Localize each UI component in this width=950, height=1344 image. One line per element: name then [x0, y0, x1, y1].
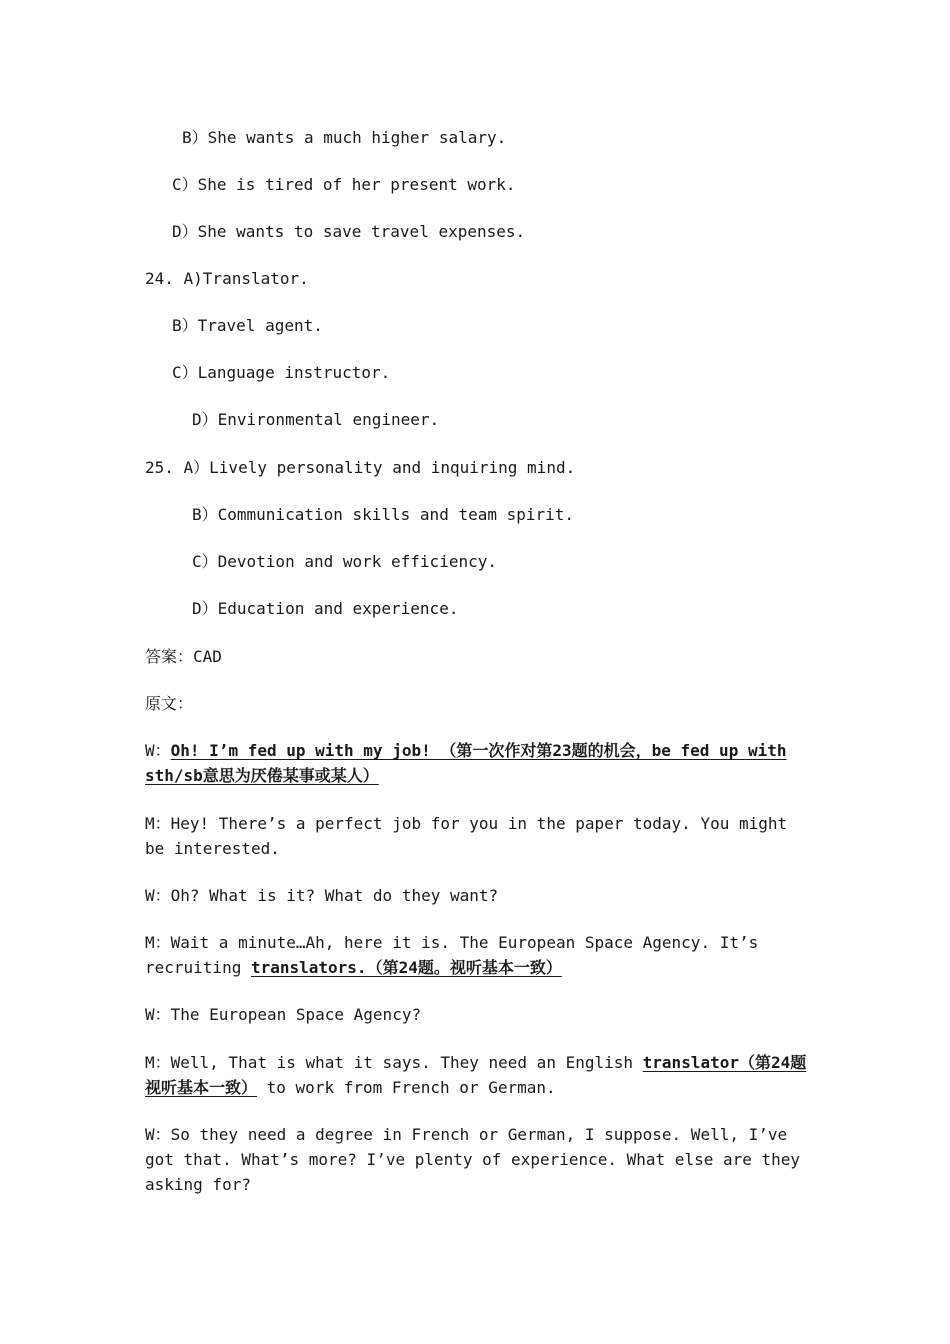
- q25-option-c: C）Devotion and work efficiency.: [192, 552, 497, 571]
- transcript-p6: [145, 1050, 815, 1100]
- q24-option-b: B）Travel agent.: [172, 316, 323, 335]
- q24-option-d: D）Environmental engineer.: [192, 410, 440, 429]
- q25-option-a: 25. A）Lively personality and inquiring mind.: [145, 458, 576, 477]
- transcript-p7: W：So they need a degree in French or German, I suppose. Well, I’ve got that. What’s more? I’ve plenty of experience. What else are they asking for?: [145, 1125, 801, 1194]
- transcript-p6-text: M：Well, That is what it says. They need an English: [145, 1053, 643, 1072]
- transcript-p4: [145, 930, 815, 980]
- transcript-p4-text: M：Wait a minute…Ah, here it is. The European Space Agency. It’s recruiting: [145, 933, 759, 977]
- q24-option-c: C）Language instructor.: [172, 363, 391, 382]
- q23-option-d: D）She wants to save travel expenses.: [172, 222, 526, 241]
- transcript-p6-tail: to work from French or German.: [257, 1078, 556, 1097]
- transcript-p2: M：Hey! There’s a perfect job for you in the paper today. You might be interested.: [145, 814, 788, 858]
- q25-option-b: B）Communication skills and team spirit.: [192, 505, 575, 524]
- original-text-label: 原文：: [145, 694, 194, 713]
- transcript-p5: W：The European Space Agency?: [145, 1005, 422, 1024]
- transcript-p1: [145, 738, 815, 788]
- note-q23: Oh! I’m fed up with my job! （第一次作对第23题的机会，be fed up with sth/sb意思为厌倦某事或某人）: [145, 741, 787, 785]
- q23-option-b: B）She wants a much higher salary.: [182, 128, 507, 147]
- answer-key: 答案：CAD: [145, 647, 222, 666]
- note-q24-b: translator（第24题视听基本一致）: [145, 1053, 807, 1097]
- note-q24-a: translators.（第24题。视听基本一致）: [250, 958, 562, 977]
- q23-option-c: C）She is tired of her present work.: [172, 175, 516, 194]
- q24-option-a: 24. A)Translator.: [145, 269, 309, 288]
- q25-option-d: D）Education and experience.: [192, 599, 459, 618]
- transcript-p3: W：Oh? What is it? What do they want?: [145, 886, 499, 905]
- speaker-w: W：: [145, 741, 171, 760]
